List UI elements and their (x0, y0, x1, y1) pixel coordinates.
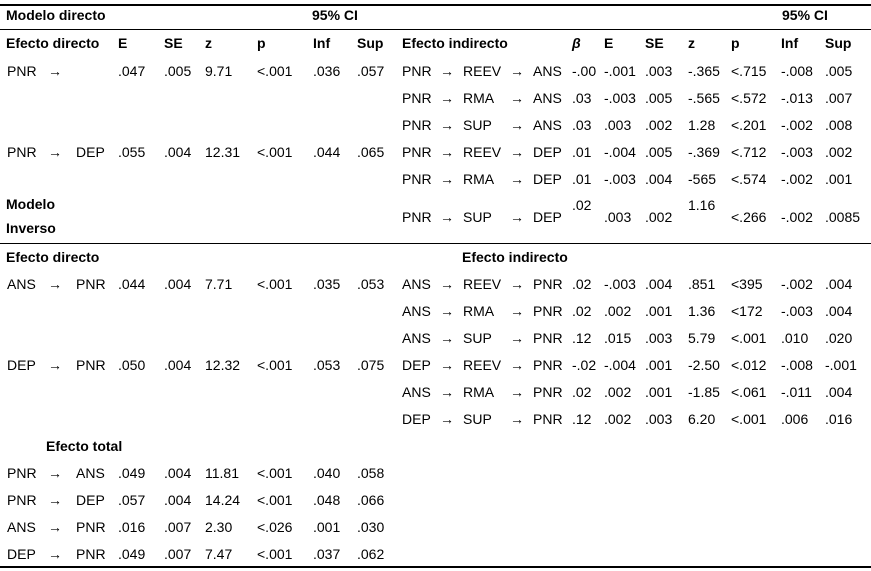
indirect-row-1-mediator: REEV (463, 63, 502, 79)
indirect-row-3-p: <.201 (731, 117, 767, 133)
direct-row-1-p: <.001 (257, 63, 293, 79)
indirect-row-10-p: <.012 (731, 357, 767, 373)
indirect-row-11-beta: .02 (572, 384, 592, 400)
indirect-row-5-z: -565 (688, 171, 717, 187)
indirect-row-10-to: PNR (533, 357, 563, 373)
direct-row-2-e: .055 (118, 144, 146, 160)
indirect-row-5-sup: .001 (825, 171, 853, 187)
indirect-row-3-to: ANS (533, 117, 562, 133)
indirect-row-2-to: ANS (533, 90, 562, 106)
middle-rule (0, 243, 871, 244)
total-row-4-sup: .062 (357, 546, 385, 562)
right-header-beta: β (572, 35, 581, 51)
indirect-row-9-sup: .020 (825, 330, 853, 346)
indirect-row-6-arrow-icon: → (440, 209, 454, 225)
indirect-row-10-arrow2-icon: → (510, 357, 524, 373)
indirect-row-7-arrow-icon: → (440, 276, 454, 292)
direct-row-2-z: 12.31 (205, 144, 241, 160)
indirect-row-6-sup: .0085 (825, 209, 861, 225)
right-header-p: p (731, 35, 740, 51)
efecto-total-header: Efecto total (46, 438, 123, 454)
indirect-row-8-mediator: RMA (463, 303, 495, 319)
direct-row-3-from: ANS (7, 276, 36, 292)
indirect-row-8-z: 1.36 (688, 303, 716, 319)
indirect-row-6-mediator: SUP (463, 209, 492, 225)
right-header-z: z (688, 35, 695, 51)
direct-row-2-se: .004 (164, 144, 192, 160)
indirect-row-3-arrow-icon: → (440, 117, 454, 133)
indirect-row-5-se: .004 (645, 171, 673, 187)
indirect-row-12-mediator: SUP (463, 411, 492, 427)
total-row-2-z: 14.24 (205, 492, 241, 508)
total-row-3-sup: .030 (357, 519, 385, 535)
right-header-sup: Sup (825, 35, 852, 51)
ci-label-right: 95% CI (782, 7, 828, 23)
left-header-sup: Sup (357, 35, 384, 51)
direct-row-1-inf: .036 (313, 63, 341, 79)
total-row-2-arrow-icon: → (48, 492, 62, 508)
total-row-3-se: .007 (164, 519, 192, 535)
total-row-1-e: .049 (118, 465, 146, 481)
direct-row-3-arrow-icon: → (48, 276, 62, 292)
indirect-row-11-se: .001 (645, 384, 673, 400)
right-header-se: SE (645, 35, 664, 51)
indirect-row-9-arrow-icon: → (440, 330, 454, 346)
indirect-row-2-e: -.003 (604, 90, 636, 106)
indirect-row-7-se: .004 (645, 276, 673, 292)
indirect-row-12-sup: .016 (825, 411, 853, 427)
indirect-row-4-arrow-icon: → (440, 144, 454, 160)
indirect-row-8-to: PNR (533, 303, 563, 319)
indirect-row-5-beta: .01 (572, 171, 592, 187)
direct-row-4-from: DEP (7, 357, 36, 373)
total-row-2-from: PNR (7, 492, 37, 508)
direct-row-3-z: 7.71 (205, 276, 233, 292)
total-row-2-p: <.001 (257, 492, 293, 508)
indirect-row-11-mediator: RMA (463, 384, 495, 400)
indirect-row-3-mediator: SUP (463, 117, 492, 133)
indirect-row-12-to: PNR (533, 411, 563, 427)
direct-row-3-p: <.001 (257, 276, 293, 292)
indirect-row-3-se: .002 (645, 117, 673, 133)
indirect-row-7-arrow2-icon: → (510, 276, 524, 292)
total-row-4-from: DEP (7, 546, 36, 562)
indirect-row-11-sup: .004 (825, 384, 853, 400)
indirect-row-8-sup: .004 (825, 303, 853, 319)
total-row-1-from: PNR (7, 465, 37, 481)
indirect-row-4-e: -.004 (604, 144, 636, 160)
indirect-row-8-beta: .02 (572, 303, 592, 319)
indirect-row-12-arrow-icon: → (440, 411, 454, 427)
indirect-row-9-inf: .010 (781, 330, 809, 346)
indirect-row-8-e: .002 (604, 303, 632, 319)
indirect-row-11-arrow2-icon: → (510, 384, 524, 400)
indirect-row-4-from: PNR (402, 144, 432, 160)
direct-row-3-to: PNR (76, 276, 106, 292)
right-header-e: E (604, 35, 614, 51)
indirect-row-7-p: <395 (731, 276, 763, 292)
indirect-row-12-p: <.001 (731, 411, 767, 427)
indirect-row-7-z: .851 (688, 276, 716, 292)
indirect-row-5-from: PNR (402, 171, 432, 187)
right-header-inf: Inf (781, 35, 799, 51)
direct-row-3-sup: .053 (357, 276, 385, 292)
indirect-row-5-arrow2-icon: → (510, 171, 524, 187)
indirect-row-4-beta: .01 (572, 144, 592, 160)
indirect-row-7-sup: .004 (825, 276, 853, 292)
total-row-3-inf: .001 (313, 519, 341, 535)
total-row-1-p: <.001 (257, 465, 293, 481)
indirect-row-10-e: -.004 (604, 357, 636, 373)
total-row-3-p: <.026 (257, 519, 293, 535)
direct-row-1-se: .005 (164, 63, 192, 79)
indirect-row-12-arrow2-icon: → (510, 411, 524, 427)
indirect-row-11-from: ANS (402, 384, 431, 400)
indirect-row-11-arrow-icon: → (440, 384, 454, 400)
indirect-row-8-inf: -.003 (781, 303, 813, 319)
indirect-row-9-z: 5.79 (688, 330, 716, 346)
direct-row-4-inf: .053 (313, 357, 341, 373)
left-header-e: E (118, 35, 128, 51)
indirect-row-11-to: PNR (533, 384, 563, 400)
indirect-row-5-p: <.574 (731, 171, 767, 187)
total-row-4-z: 7.47 (205, 546, 233, 562)
indirect-row-11-inf: -.011 (781, 384, 812, 400)
indirect-row-8-from: ANS (402, 303, 431, 319)
total-row-4-inf: .037 (313, 546, 341, 562)
efecto-directo-inverse-header: Efecto directo (6, 249, 100, 265)
total-row-3-z: 2.30 (205, 519, 233, 535)
indirect-row-2-from: PNR (402, 90, 432, 106)
indirect-row-1-inf: -.008 (781, 63, 813, 79)
total-row-4-e: .049 (118, 546, 146, 562)
indirect-row-7-mediator: REEV (463, 276, 502, 292)
indirect-row-2-inf: -.013 (781, 90, 813, 106)
direct-row-4-z: 12.32 (205, 357, 241, 373)
efecto-indirecto-inverse-header: Efecto indirecto (462, 249, 568, 265)
efecto-directo-header: Efecto directo (6, 35, 100, 51)
indirect-row-5-mediator: RMA (463, 171, 495, 187)
indirect-row-5-e: -.003 (604, 171, 636, 187)
indirect-row-4-z: -.369 (688, 144, 720, 160)
indirect-row-9-se: .003 (645, 330, 673, 346)
indirect-row-5-arrow-icon: → (440, 171, 454, 187)
indirect-row-9-p: <.001 (731, 330, 767, 346)
indirect-row-2-se: .005 (645, 90, 673, 106)
total-row-2-inf: .048 (313, 492, 341, 508)
modelo-inverso-title-line2: Inverso (6, 220, 56, 236)
indirect-row-11-p: <.061 (731, 384, 767, 400)
direct-row-2-sup: .065 (357, 144, 385, 160)
ci-label-left: 95% CI (312, 7, 358, 23)
modelo-directo-title: Modelo directo (6, 7, 106, 23)
indirect-row-12-se: .003 (645, 411, 673, 427)
top-rule (0, 4, 871, 6)
indirect-row-12-inf: .006 (781, 411, 809, 427)
indirect-row-9-to: PNR (533, 330, 563, 346)
indirect-row-6-e: .003 (604, 209, 632, 225)
total-row-4-p: <.001 (257, 546, 293, 562)
indirect-row-3-inf: -.002 (781, 117, 813, 133)
indirect-row-3-beta: .03 (572, 117, 592, 133)
indirect-row-6-se: .002 (645, 209, 673, 225)
indirect-row-12-e: .002 (604, 411, 632, 427)
direct-row-3-e: .044 (118, 276, 146, 292)
total-row-3-to: PNR (76, 519, 106, 535)
indirect-row-3-arrow2-icon: → (510, 117, 524, 133)
direct-row-1-arrow-icon: → (48, 63, 62, 79)
direct-row-3-se: .004 (164, 276, 192, 292)
indirect-row-6-z: 1.16 (688, 197, 716, 213)
indirect-row-9-mediator: SUP (463, 330, 492, 346)
indirect-row-4-se: .005 (645, 144, 673, 160)
indirect-row-10-from: DEP (402, 357, 431, 373)
indirect-row-10-se: .001 (645, 357, 673, 373)
total-row-1-to: ANS (76, 465, 105, 481)
indirect-row-8-se: .001 (645, 303, 673, 319)
direct-row-4-arrow-icon: → (48, 357, 62, 373)
total-row-2-to: DEP (76, 492, 105, 508)
indirect-row-6-p: <.266 (731, 209, 767, 225)
indirect-row-10-arrow-icon: → (440, 357, 454, 373)
indirect-row-6-beta: .02 (572, 197, 592, 213)
indirect-row-1-p: <.715 (731, 63, 767, 79)
total-row-3-arrow-icon: → (48, 519, 62, 535)
efecto-indirecto-header: Efecto indirecto (402, 35, 508, 51)
total-row-2-e: .057 (118, 492, 146, 508)
total-row-1-inf: .040 (313, 465, 341, 481)
indirect-row-2-sup: .007 (825, 90, 853, 106)
total-row-3-from: ANS (7, 519, 36, 535)
modelo-inverso-title-line1: Modelo (6, 196, 55, 212)
indirect-row-4-sup: .002 (825, 144, 853, 160)
direct-row-3-inf: .035 (313, 276, 341, 292)
total-row-4-se: .007 (164, 546, 192, 562)
indirect-row-1-z: -.365 (688, 63, 720, 79)
indirect-row-4-inf: -.003 (781, 144, 813, 160)
indirect-row-3-e: .003 (604, 117, 632, 133)
indirect-row-2-z: -.565 (688, 90, 720, 106)
total-row-1-se: .004 (164, 465, 192, 481)
indirect-row-8-p: <172 (731, 303, 763, 319)
indirect-row-5-inf: -.002 (781, 171, 813, 187)
direct-row-1-e: .047 (118, 63, 146, 79)
indirect-row-1-sup: .005 (825, 63, 853, 79)
bottom-rule (0, 566, 871, 568)
direct-row-2-to: DEP (76, 144, 105, 160)
total-row-4-to: PNR (76, 546, 106, 562)
direct-row-4-se: .004 (164, 357, 192, 373)
header-rule (0, 29, 871, 30)
left-header-p: p (257, 35, 266, 51)
total-row-1-sup: .058 (357, 465, 385, 481)
total-row-2-se: .004 (164, 492, 192, 508)
indirect-row-3-z: 1.28 (688, 117, 716, 133)
indirect-row-1-arrow-icon: → (440, 63, 454, 79)
left-header-z: z (205, 35, 212, 51)
indirect-row-1-beta: -.00 (572, 63, 597, 79)
indirect-row-11-z: -1.85 (688, 384, 720, 400)
indirect-row-12-from: DEP (402, 411, 431, 427)
indirect-row-11-e: .002 (604, 384, 632, 400)
indirect-row-2-beta: .03 (572, 90, 592, 106)
indirect-row-9-arrow2-icon: → (510, 330, 524, 346)
left-header-se: SE (164, 35, 183, 51)
indirect-row-10-z: -2.50 (688, 357, 720, 373)
indirect-row-4-to: DEP (533, 144, 562, 160)
total-row-1-arrow-icon: → (48, 465, 62, 481)
indirect-row-9-beta: .12 (572, 330, 592, 346)
indirect-row-6-to: DEP (533, 209, 562, 225)
indirect-row-9-e: .015 (604, 330, 632, 346)
direct-row-4-e: .050 (118, 357, 146, 373)
indirect-row-2-p: <.572 (731, 90, 767, 106)
indirect-row-1-from: PNR (402, 63, 432, 79)
indirect-row-8-arrow-icon: → (440, 303, 454, 319)
direct-row-2-from: PNR (7, 144, 37, 160)
indirect-row-8-arrow2-icon: → (510, 303, 524, 319)
indirect-row-1-e: -.001 (604, 63, 636, 79)
direct-row-1-from: PNR (7, 63, 37, 79)
indirect-row-3-sup: .008 (825, 117, 853, 133)
indirect-row-4-mediator: REEV (463, 144, 502, 160)
indirect-row-6-from: PNR (402, 209, 432, 225)
indirect-row-6-arrow2-icon: → (510, 209, 524, 225)
indirect-row-7-from: ANS (402, 276, 431, 292)
direct-row-4-sup: .075 (357, 357, 385, 373)
indirect-row-7-e: -.003 (604, 276, 636, 292)
indirect-row-12-z: 6.20 (688, 411, 716, 427)
indirect-row-1-arrow2-icon: → (510, 63, 524, 79)
total-row-1-z: 11.81 (205, 465, 239, 481)
direct-row-2-inf: .044 (313, 144, 341, 160)
indirect-row-5-to: DEP (533, 171, 562, 187)
indirect-row-9-from: ANS (402, 330, 431, 346)
total-row-2-sup: .066 (357, 492, 385, 508)
direct-row-1-sup: .057 (357, 63, 385, 79)
indirect-row-7-beta: .02 (572, 276, 592, 292)
indirect-row-3-from: PNR (402, 117, 432, 133)
indirect-row-10-inf: -.008 (781, 357, 813, 373)
indirect-row-2-arrow2-icon: → (510, 90, 524, 106)
indirect-row-4-p: <.712 (731, 144, 767, 160)
indirect-row-2-arrow-icon: → (440, 90, 454, 106)
indirect-row-10-mediator: REEV (463, 357, 502, 373)
indirect-row-12-beta: .12 (572, 411, 592, 427)
indirect-row-6-inf: -.002 (781, 209, 813, 225)
left-header-inf: Inf (313, 35, 331, 51)
indirect-row-2-mediator: RMA (463, 90, 495, 106)
indirect-row-10-sup: -.001 (825, 357, 857, 373)
direct-row-4-to: PNR (76, 357, 106, 373)
total-row-4-arrow-icon: → (48, 546, 62, 562)
indirect-row-1-se: .003 (645, 63, 673, 79)
direct-row-2-arrow-icon: → (48, 144, 62, 160)
direct-row-1-z: 9.71 (205, 63, 233, 79)
direct-row-4-p: <.001 (257, 357, 293, 373)
indirect-row-4-arrow2-icon: → (510, 144, 524, 160)
indirect-row-7-to: PNR (533, 276, 563, 292)
indirect-row-7-inf: -.002 (781, 276, 813, 292)
indirect-row-1-to: ANS (533, 63, 562, 79)
total-row-3-e: .016 (118, 519, 146, 535)
direct-row-2-p: <.001 (257, 144, 293, 160)
indirect-row-10-beta: -.02 (572, 357, 597, 373)
